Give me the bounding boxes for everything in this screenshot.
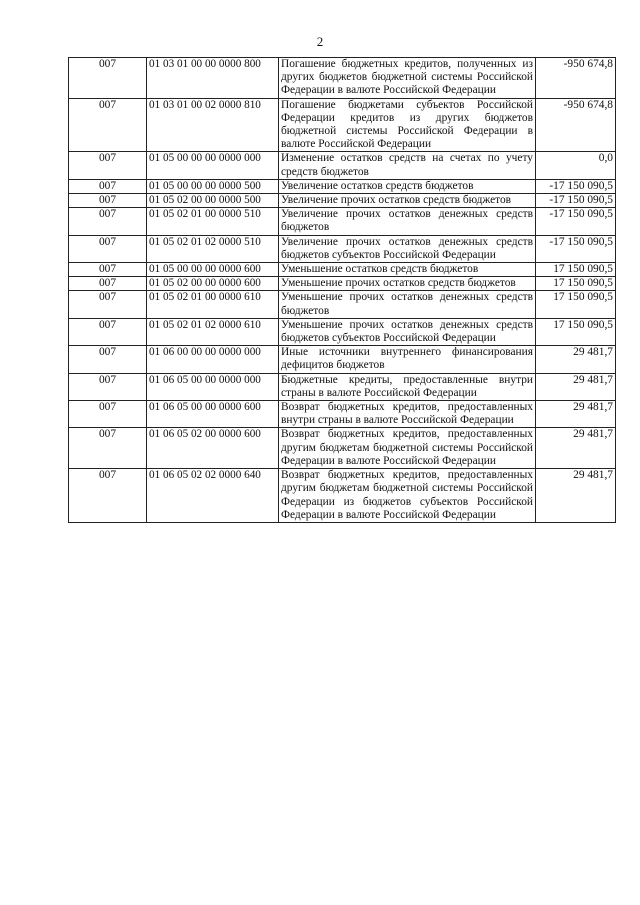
budget-classification-code-cell: 01 05 02 01 02 0000 510 [147,235,279,262]
table-row [69,263,616,277]
table-row [69,58,616,99]
table-row [69,208,616,235]
table-row [69,373,616,400]
source-name-cell: Возврат бюджетных кредитов, предоставленных другим бюджетам бюджетной системы Российской Федерации в валюте Российской Федерации [279,428,536,469]
source-name-cell: Погашение бюджетами субъектов Российской Федерации кредитов из других бюджетов бюджетной системы Российской Федерации в валюте Российской Федерации [279,98,536,152]
admin-code-cell: 007 [69,469,147,523]
budget-classification-code-cell: 01 05 02 01 00 0000 610 [147,291,279,318]
table-row [69,428,616,469]
amount-cell: 29 481,7 [536,346,616,373]
table-row [69,401,616,428]
admin-code-cell: 007 [69,235,147,262]
table-body [69,58,616,523]
budget-classification-code-cell: 01 06 05 02 00 0000 600 [147,428,279,469]
budget-classification-code-cell: 01 05 00 00 00 0000 000 [147,152,279,179]
amount-cell: -17 150 090,5 [536,235,616,262]
budget-classification-code-cell: 01 05 02 00 00 0000 500 [147,194,279,208]
budget-classification-code-cell: 01 05 02 01 00 0000 510 [147,208,279,235]
admin-code-cell: 007 [69,277,147,291]
table-row [69,291,616,318]
amount-cell: -17 150 090,5 [536,194,616,208]
source-name-cell: Возврат бюджетных кредитов, предоставленных другим бюджетам бюджетной системы Российской Федерации из бюджетов субъектов Российской Федерации в валюте Российской Федерации [279,469,536,523]
table-row [69,98,616,152]
amount-cell: -950 674,8 [536,98,616,152]
amount-cell: 17 150 090,5 [536,263,616,277]
amount-cell: 17 150 090,5 [536,277,616,291]
budget-classification-code-cell: 01 05 02 00 00 0000 600 [147,277,279,291]
source-name-cell: Увеличение прочих остатков денежных средств бюджетов [279,208,536,235]
admin-code-cell: 007 [69,58,147,99]
table-row [69,179,616,193]
amount-cell: 0,0 [536,152,616,179]
source-name-cell: Погашение бюджетных кредитов, полученных из других бюджетов бюджетной системы Российской Федерации в валюте Российской Федерации [279,58,536,99]
admin-code-cell: 007 [69,373,147,400]
source-name-cell: Уменьшение прочих остатков средств бюджетов [279,277,536,291]
amount-cell: 29 481,7 [536,428,616,469]
source-name-cell: Изменение остатков средств на счетах по учету средств бюджетов [279,152,536,179]
amount-cell: -17 150 090,5 [536,208,616,235]
source-name-cell: Возврат бюджетных кредитов, предоставленных внутри страны в валюте Российской Федерации [279,401,536,428]
admin-code-cell: 007 [69,98,147,152]
source-name-cell: Иные источники внутреннего финансирования дефицитов бюджетов [279,346,536,373]
amount-cell: -17 150 090,5 [536,179,616,193]
source-name-cell: Уменьшение прочих остатков денежных средств бюджетов [279,291,536,318]
source-name-cell: Увеличение остатков средств бюджетов [279,179,536,193]
table-row [69,194,616,208]
amount-cell: 29 481,7 [536,469,616,523]
amount-cell: -950 674,8 [536,58,616,99]
table-row [69,318,616,345]
budget-classification-code-cell: 01 06 00 00 00 0000 000 [147,346,279,373]
amount-cell: 17 150 090,5 [536,291,616,318]
admin-code-cell: 007 [69,428,147,469]
table-row [69,152,616,179]
admin-code-cell: 007 [69,208,147,235]
table-row [69,469,616,523]
budget-classification-code-cell: 01 06 05 00 00 0000 000 [147,373,279,400]
source-name-cell: Уменьшение остатков средств бюджетов [279,263,536,277]
page-number: 2 [316,34,324,49]
budget-classification-code-cell: 01 05 00 00 00 0000 600 [147,263,279,277]
admin-code-cell: 007 [69,291,147,318]
admin-code-cell: 007 [69,194,147,208]
table-row [69,235,616,262]
budget-classification-code-cell: 01 03 01 00 00 0000 800 [147,58,279,99]
source-name-cell: Бюджетные кредиты, предоставленные внутри страны в валюте Российской Федерации [279,373,536,400]
source-name-cell: Увеличение прочих остатков средств бюджетов [279,194,536,208]
table-row [69,277,616,291]
admin-code-cell: 007 [69,318,147,345]
admin-code-cell: 007 [69,263,147,277]
budget-classification-code-cell: 01 05 02 01 02 0000 610 [147,318,279,345]
budget-classification-code-cell: 01 03 01 00 02 0000 810 [147,98,279,152]
amount-cell: 17 150 090,5 [536,318,616,345]
source-name-cell: Уменьшение прочих остатков денежных средств бюджетов субъектов Российской Федерации [279,318,536,345]
table-row [69,346,616,373]
admin-code-cell: 007 [69,346,147,373]
admin-code-cell: 007 [69,152,147,179]
budget-sources-table [68,57,616,523]
admin-code-cell: 007 [69,401,147,428]
admin-code-cell: 007 [69,179,147,193]
budget-classification-code-cell: 01 06 05 00 00 0000 600 [147,401,279,428]
budget-classification-code-cell: 01 06 05 02 02 0000 640 [147,469,279,523]
amount-cell: 29 481,7 [536,401,616,428]
amount-cell: 29 481,7 [536,373,616,400]
budget-classification-code-cell: 01 05 00 00 00 0000 500 [147,179,279,193]
source-name-cell: Увеличение прочих остатков денежных средств бюджетов субъектов Российской Федерации [279,235,536,262]
